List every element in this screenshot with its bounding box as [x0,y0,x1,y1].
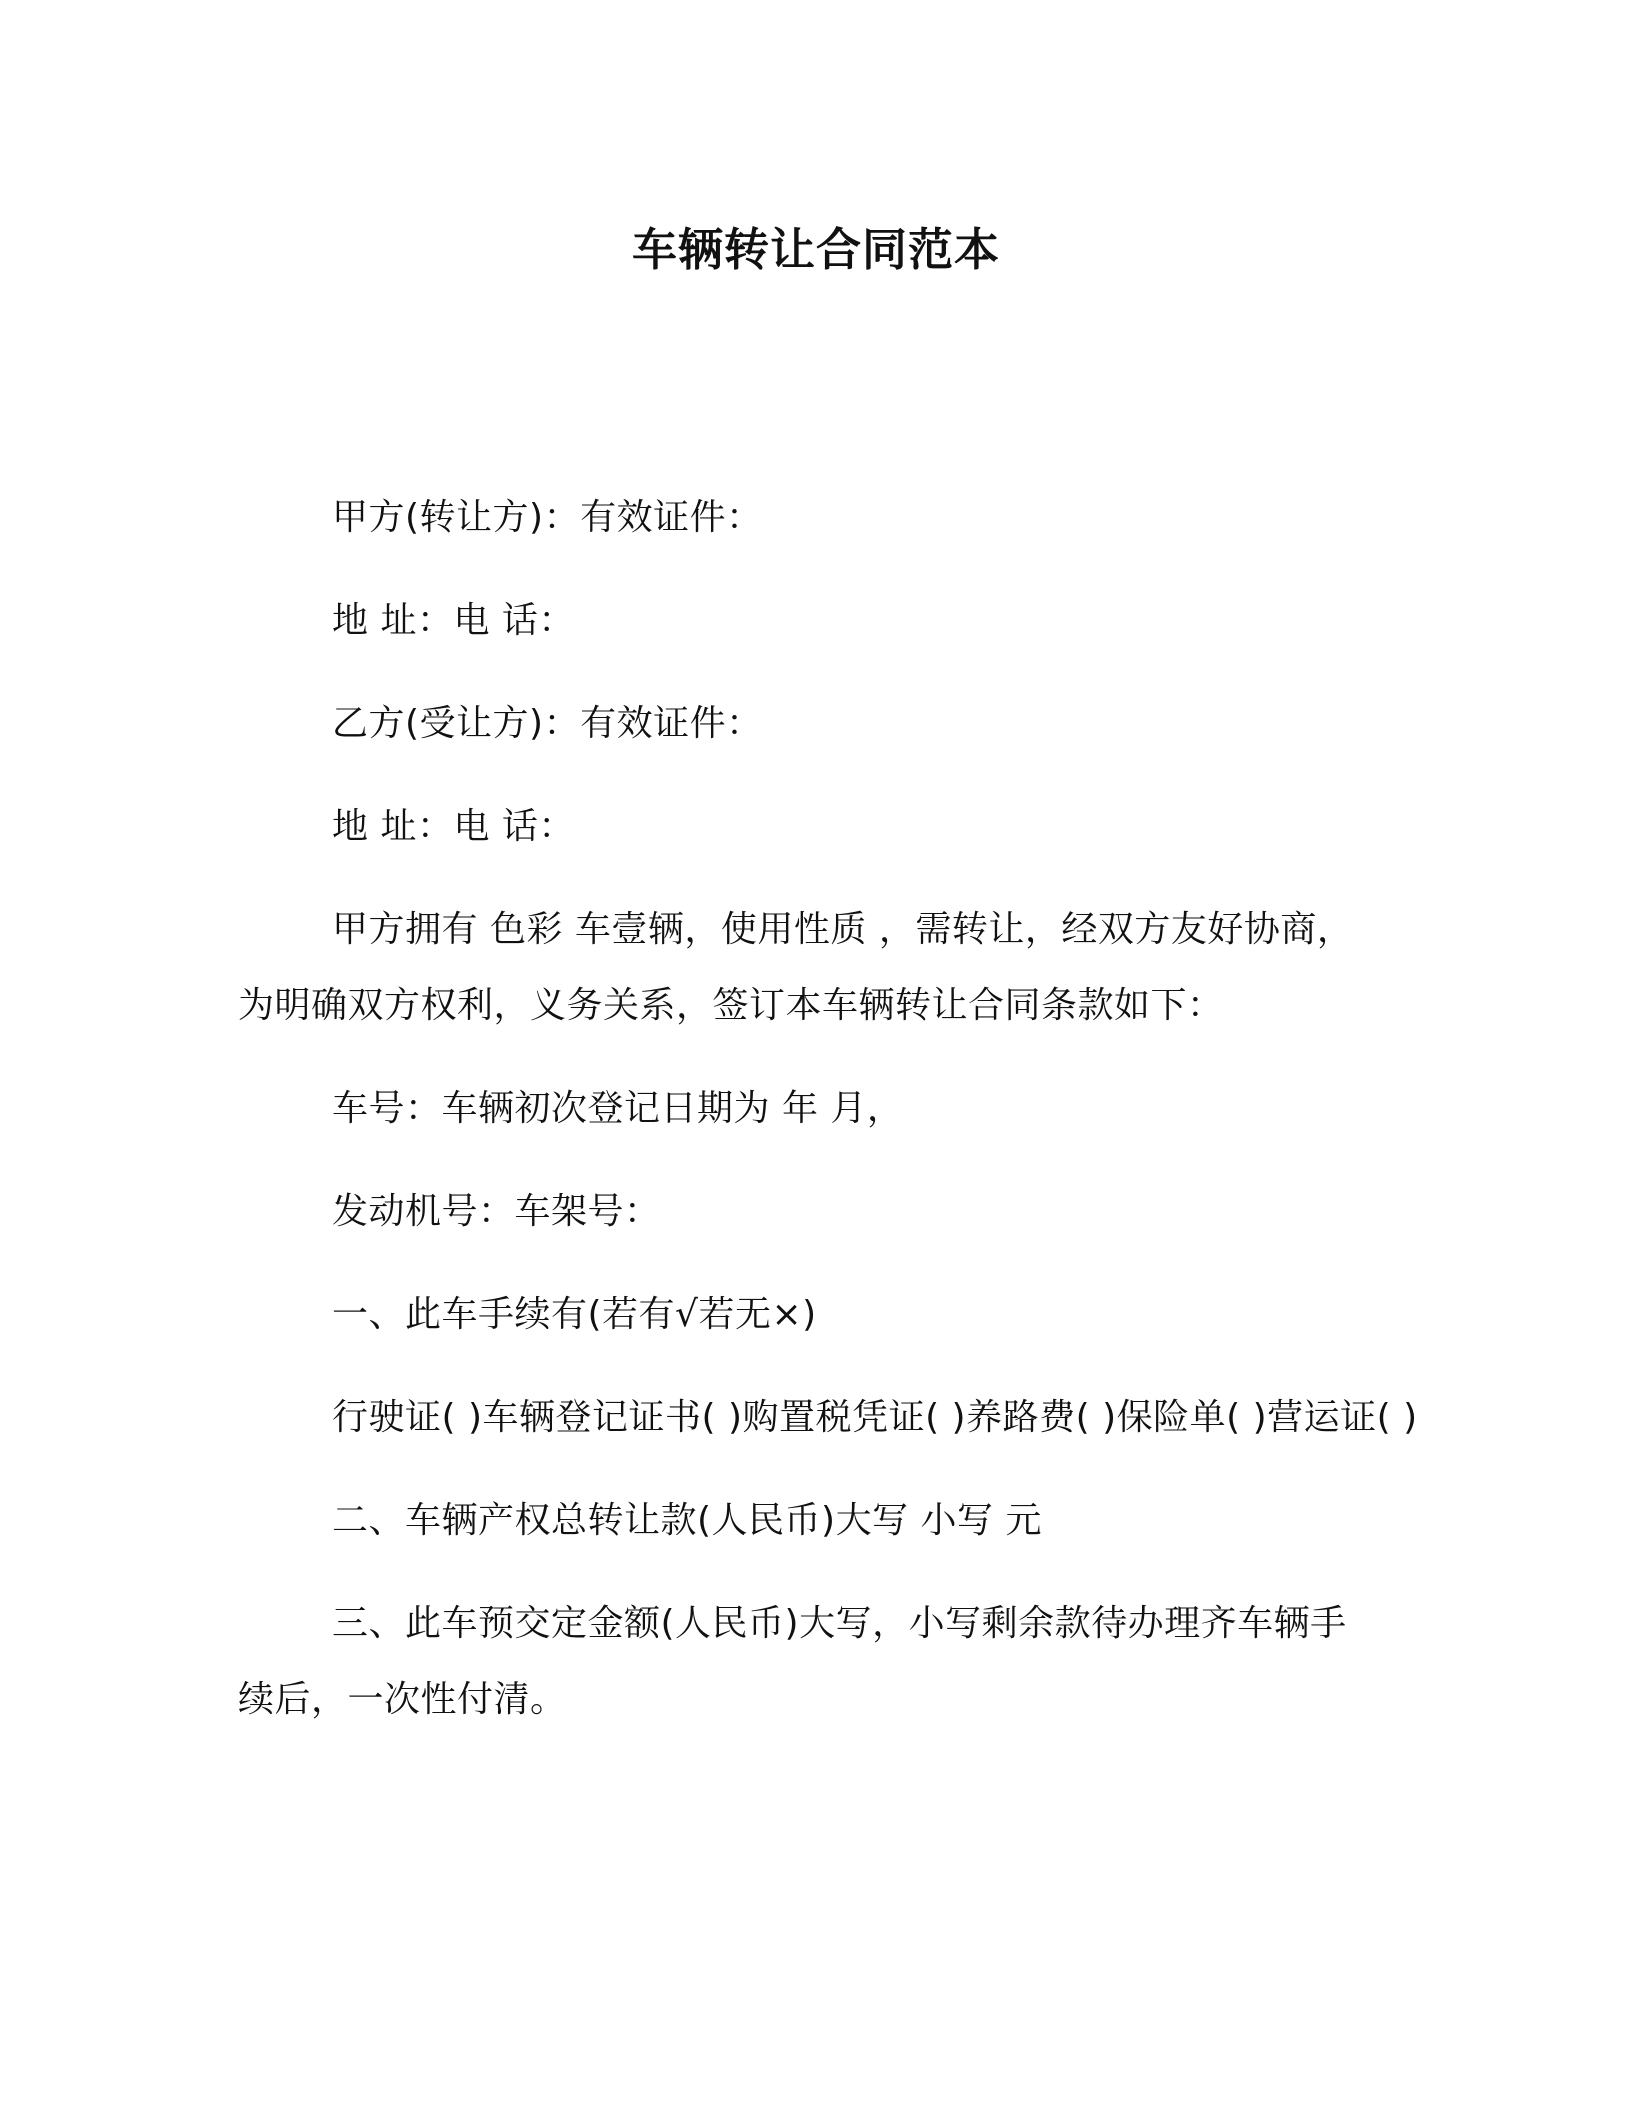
clause-1-heading: 一、此车手续有(若有√若无×) [332,1294,817,1335]
vehicle-plate-line: 车号：车辆初次登记日期为 年 月， [332,1088,904,1129]
clause-3-line-2: 续后，一次性付清。 [238,1679,567,1720]
document-title: 车辆转让合同范本 [631,223,1000,276]
clause-1-documents-line: 行驶证( )车辆登记证书( )购置税凭证( )养路费( )保险单( )营运证( ) [332,1397,1418,1438]
clause-2-line: 二、车辆产权总转让款(人民币)大写 小写 元 [332,1500,1042,1541]
intro-paragraph-line-2: 为明确双方权利，义务关系，签订本车辆转让合同条款如下： [238,985,1224,1026]
party-b-line: 乙方(受让方)：有效证件： [332,703,763,744]
clause-3-line-1: 三、此车预交定金额(人民币)大写，小写剩余款待办理齐车辆手 [332,1603,1347,1644]
engine-number-line: 发动机号：车架号： [332,1191,661,1232]
party-b-address-line: 地 址：电 话： [332,806,575,847]
intro-paragraph-line-1: 甲方拥有 色彩 车壹辆，使用性质 ，需转让，经双方友好协商， [332,909,1354,950]
party-a-address-line: 地 址：电 话： [332,600,575,641]
party-a-line: 甲方(转让方)：有效证件： [332,497,763,538]
